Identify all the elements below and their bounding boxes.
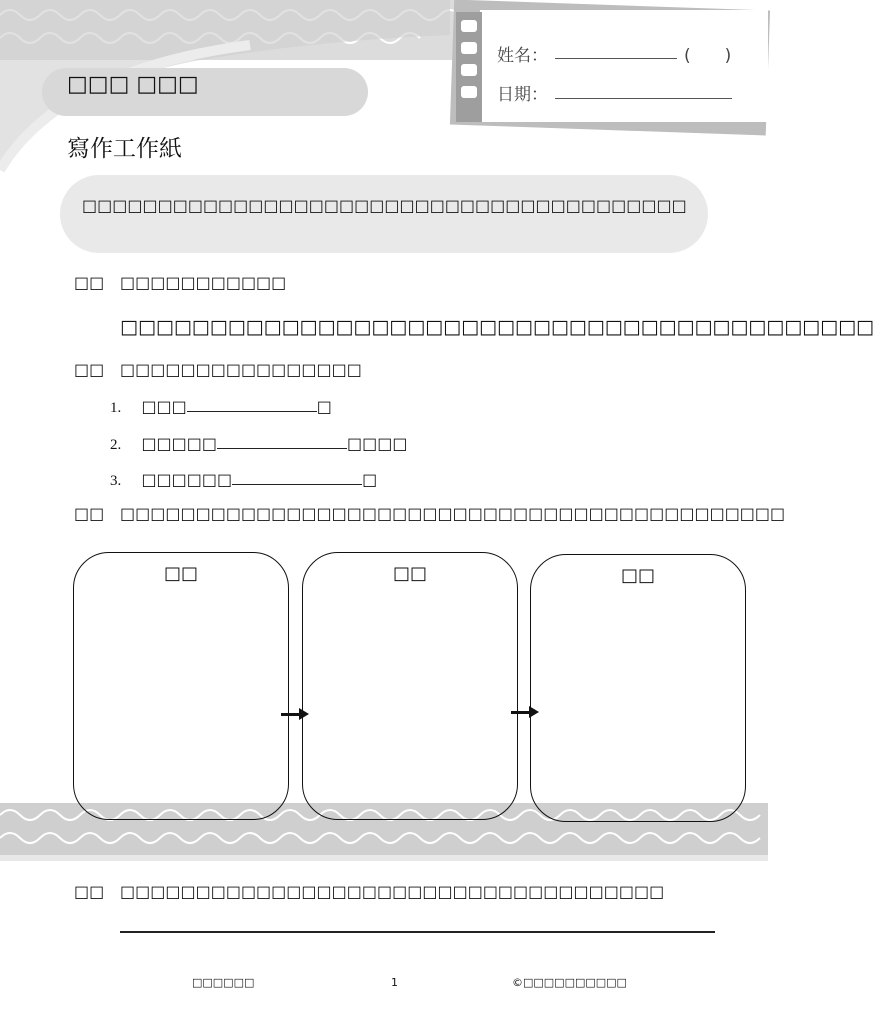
instruction-text: □□□□□□□□□□□□□□□□□□□□□□□□□□□□□□□□□□□□□□□□ bbox=[82, 196, 687, 215]
arrow-right-icon bbox=[281, 713, 301, 716]
q2-number: □□ bbox=[74, 360, 105, 379]
flow-box-middle[interactable] bbox=[302, 552, 518, 820]
q1-prompt: □□□□□□□□□□□ bbox=[120, 273, 287, 292]
flow-box-title: □□ bbox=[392, 563, 427, 584]
footer-copyright: ©□□□□□□□□□□ bbox=[512, 976, 627, 989]
q3-prompt: □□□□□□□□□□□□□□□□□□□□□□□□□□□□□□□□□□□□□□□□□□□□ bbox=[120, 504, 786, 523]
name-label: 姓名： bbox=[497, 46, 548, 66]
flow-box-title: □□ bbox=[163, 563, 198, 584]
class-number-field[interactable]: ( ) bbox=[684, 46, 732, 66]
date-field[interactable] bbox=[555, 98, 732, 99]
q1-number: □□ bbox=[74, 273, 105, 292]
unit-label: □□□ □□□ bbox=[67, 72, 199, 97]
item-text-after: □□□□ bbox=[347, 434, 408, 453]
q2-item-2 bbox=[110, 434, 408, 454]
q4-number: □□ bbox=[74, 882, 105, 901]
q1-body: □□□□□□□□□□□□□□□□□□□□□□□□□□□□□□□□□□□□□□□□□□ bbox=[120, 316, 874, 338]
item-text-after: □ bbox=[362, 470, 378, 489]
flow-box-start[interactable] bbox=[73, 552, 289, 820]
arrow-right-icon bbox=[511, 711, 531, 714]
name-field[interactable] bbox=[555, 58, 677, 59]
item-text-before: □□□□□□ bbox=[141, 470, 233, 489]
item-text-after: □ bbox=[316, 397, 332, 416]
footer-left: □□□□□□ bbox=[192, 976, 255, 989]
q2-prompt: □□□□□□□□□□□□□□□□ bbox=[120, 360, 362, 379]
answer-blank[interactable] bbox=[217, 434, 347, 449]
flow-box-title: □□ bbox=[620, 565, 655, 586]
q3-number: □□ bbox=[74, 504, 105, 523]
q4-answer-line[interactable] bbox=[120, 931, 715, 933]
item-number: 2. bbox=[110, 437, 122, 453]
flow-box-end[interactable] bbox=[530, 554, 746, 822]
item-number: 3. bbox=[110, 473, 122, 489]
answer-blank[interactable] bbox=[232, 470, 362, 485]
date-label: 日期： bbox=[497, 85, 548, 105]
item-text-before: □□□ bbox=[141, 397, 187, 416]
answer-blank[interactable] bbox=[187, 397, 317, 412]
item-text-before: □□□□□ bbox=[141, 434, 218, 453]
q2-item-3 bbox=[110, 470, 377, 490]
worksheet-title: 寫作工作紙 bbox=[67, 136, 182, 162]
q4-prompt: □□□□□□□□□□□□□□□□□□□□□□□□□□□□□□□□□□□□ bbox=[120, 882, 665, 901]
page-number: 1 bbox=[391, 976, 398, 989]
item-number: 1. bbox=[110, 400, 122, 416]
q2-item-1 bbox=[110, 397, 332, 417]
